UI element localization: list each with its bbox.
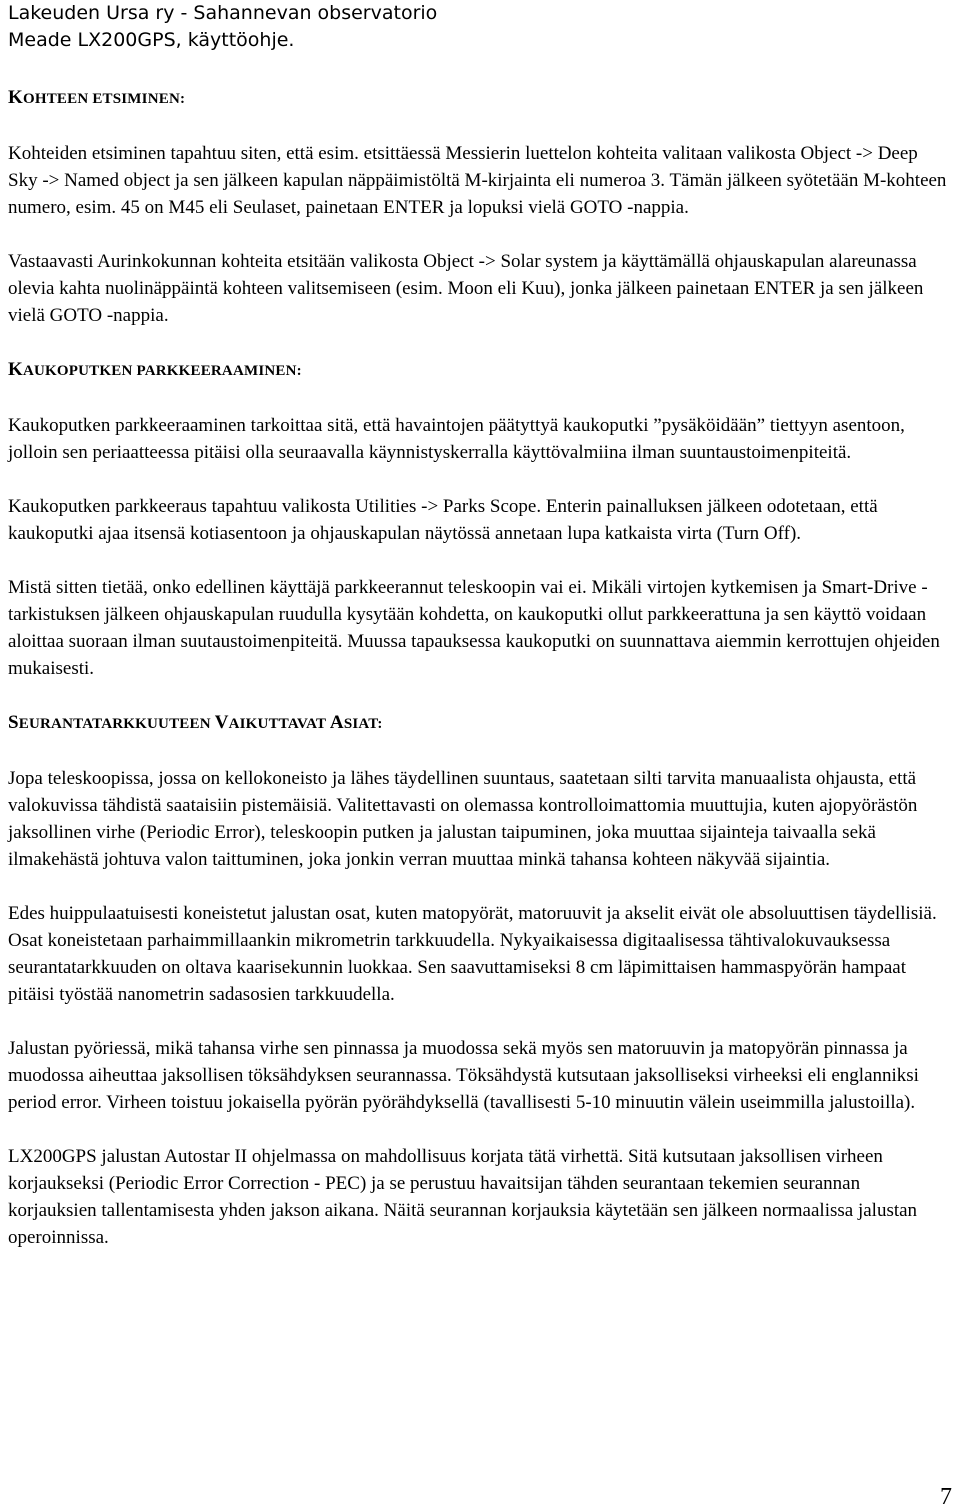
header-title: Lakeuden Ursa ry - Sahannevan observatorio (8, 2, 438, 24)
paragraph: Vastaavasti Aurinkokunnan kohteita etsitään valikosta Object -> Solar system ja käyttämällä ohjauskapulan alareunassa olevia kahta nuolinäppäintä kohteen valitsemiseen (esim. Moon eli Kuu), jonka jälkeen painetaan ENTER ja sen jälkeen vielä GOTO -nappia. (8, 251, 924, 326)
paragraph: Kaukoputken parkkeeraus tapahtuu valikosta Utilities -> Parks Scope. Enterin painalluksen jälkeen odotetaan, että kaukoputki ajaa itsensä kotiasentoon ja ohjauskapulan näytössä annetaan lupa katkaista virta (Turn Off). (8, 496, 878, 544)
paragraph: Jopa teleskoopissa, jossa on kellokoneisto ja lähes täydellinen suuntaus, saatetaan silti tarvita manuaalista ohjausta, että valokuvissa tähdistä saataisiin pistemäisiä. Valitettavasti on olemassa kontrolloimattomia muuttujia, kuten ajopyörästön jaksollinen virhe (Periodic Error), teleskoopin putken ja jalustan taipuminen, joka muuttaa sijainteja taivaalla sekä ilmakehästä johtuva valon taittuminen, joka jonkin verran muuttaa minkä tahansa kohteen näkyvää sijaintia. (8, 768, 918, 870)
paragraph: Edes huippulaatuisesti koneistetut jalustan osat, kuten matopyörät, matoruuvit ja akselit eivät ole absoluuttisen täydellisiä. Osat koneistetaan parhaimmillaankin mikrometrin tarkkuudella. Nykyaikaisessa digitaalisessa tähtivalokuvauksessa seurantatarkkuuden on oltava kaarisekunnin luokkaa. Sen saavuttamiseksi 8 cm läpimittaisen hammaspyörän hampaat pitäisi työstää nanometrin sadasosien tarkkuudella. (8, 903, 937, 1005)
paragraph: Mistä sitten tietää, onko edellinen käyttäjä parkkeerannut teleskoopin vai ei. Mikäli virtojen kytkemisen ja Smart-Drive -tarkistuksen jälkeen ohjauskapulan ruudulla kysytään kohdetta, on kaukoputki ollut parkkeerattuna ja sen käyttö voidaan aloittaa suoraan ilman suutaustoimenpiteitä. Muussa tapauksessa kaukoputki on suunnattava aiemmin kerrottujen ohjeiden mukaisesti. (8, 577, 940, 679)
section-heading-kaukoputken-parkkeeraaminen: KAUKOPUTKEN PARKKEERAAMINEN: (8, 359, 302, 380)
document-header (8, 0, 437, 54)
paragraph: LX200GPS jalustan Autostar II ohjelmassa on mahdollisuus korjata tätä virhettä. Sitä kutsutaan jaksollisen virheen korjaukseksi (Periodic Error Correction - PEC) ja se perustuu havaitsijan tähden seurantaan tekemien seurannan korjauksien tallentamisesta yhden jakson aikana. Näitä seurannan korjauksia käytetään sen jälkeen normaalissa jalustan operoinnissa. (8, 1146, 918, 1248)
header-subtitle: Meade LX200GPS, käyttöohje. (8, 29, 295, 51)
page-number: 7 (940, 1484, 952, 1510)
section-heading-seurantatarkkuus: SEURANTATARKKUUTEEN VAIKUTTAVAT ASIAT: (8, 712, 383, 733)
paragraph: Kaukoputken parkkeeraaminen tarkoittaa sitä, että havaintojen päätyttyä kaukoputki ”pysäköidään” tiettyyn asentoon, jolloin sen periaatteessa pitäisi olla seuraavalla käynnistyskerralla käyttövalmiina ilman suuntaustoimenpiteitä. (8, 415, 905, 463)
paragraph: Kohteiden etsiminen tapahtuu siten, että esim. etsittäessä Messierin luettelon kohteita valitaan valikosta Object -> Deep Sky -> Named object ja sen jälkeen kapulan näppäimistöltä M-kirjainta eli numeroa 3. Tämän jälkeen syötetään M-kohteen numero, esim. 45 on M45 eli Seulaset, painetaan ENTER ja lopuksi vielä GOTO -nappia. (8, 143, 947, 218)
paragraph: Jalustan pyöriessä, mikä tahansa virhe sen pinnassa ja muodossa sekä myös sen matoruuvin ja matopyörän pinnassa ja muodossa aiheuttaa jaksollisen töksähdyksen seurannassa. Töksähdystä kutsutaan jaksolliseksi virheeksi eli englanniksi period error. Virheen toistuu jokaisella pyörän pyörähdyksellä (tavallisesti 5-10 minuutin välein useimmilla jalustoilla). (8, 1038, 919, 1113)
document-body (8, 84, 952, 1278)
section-heading-kohteen-etsiminen: KOHTEEN ETSIMINEN: (8, 87, 186, 108)
